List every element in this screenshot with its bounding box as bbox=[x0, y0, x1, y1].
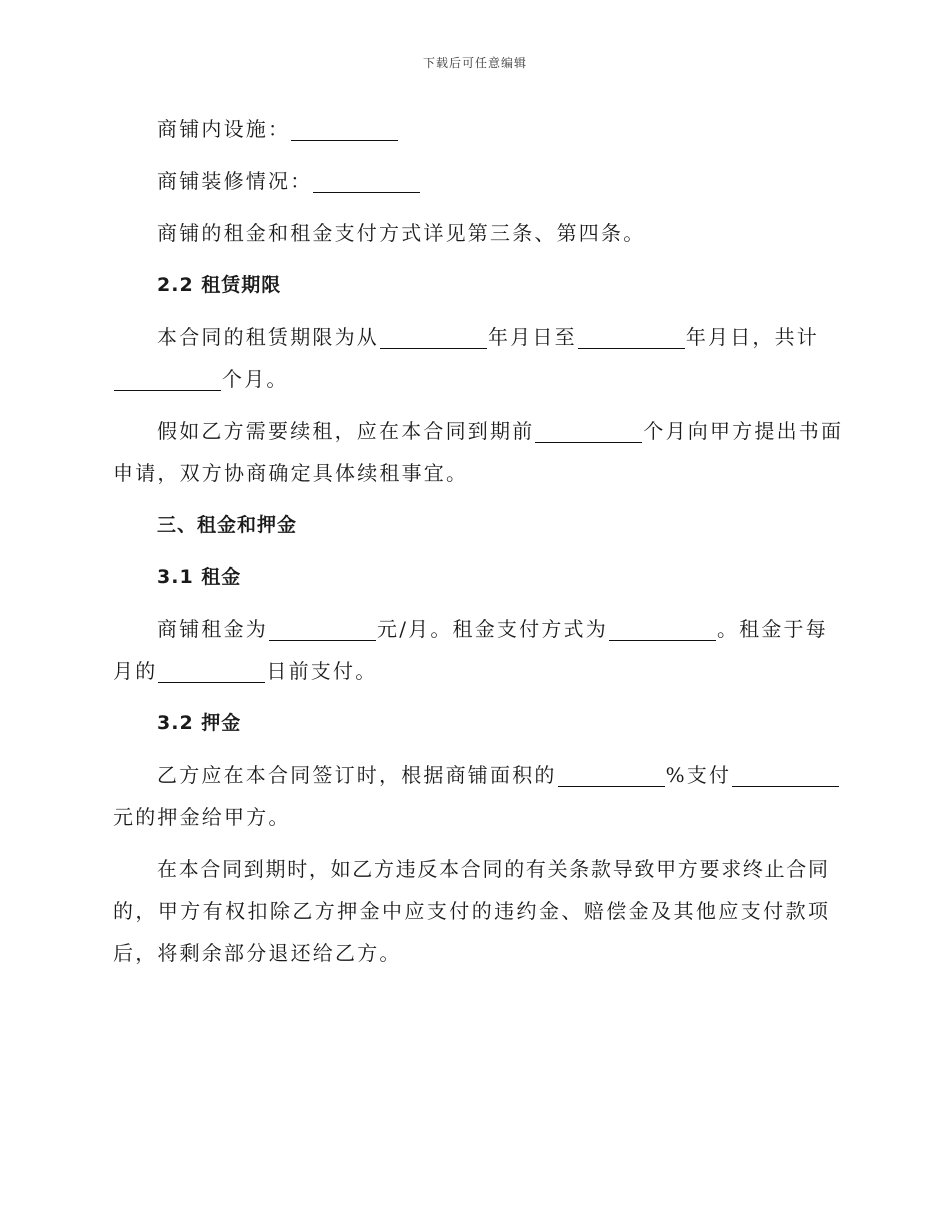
rent-reference-line: 商铺的租金和租金支付方式详见第三条、第四条。 bbox=[157, 221, 646, 245]
section-heading-3: 三、租金和押金 bbox=[157, 514, 298, 536]
lease-term-text-a: 本合同的租赁期限为从 bbox=[157, 325, 379, 349]
renovation-label: 商铺装修情况： bbox=[157, 169, 313, 193]
renovation-line bbox=[113, 160, 828, 202]
rent-line-1 bbox=[113, 608, 828, 650]
lease-term-line-1 bbox=[113, 316, 828, 358]
rent-text-a: 商铺租金为 bbox=[157, 617, 268, 641]
renewal-text-b: 个月向甲方提出书面 bbox=[643, 419, 844, 443]
rent-line-2 bbox=[113, 650, 828, 692]
rent-amount-blank bbox=[269, 620, 376, 641]
deposit-line-1 bbox=[113, 754, 828, 796]
document-body bbox=[113, 108, 844, 974]
deposit-text-b: %支付 bbox=[665, 763, 732, 787]
lease-term-line-2 bbox=[113, 358, 828, 400]
renewal-months-blank bbox=[535, 422, 642, 443]
renewal-text-a: 假如乙方需要续租，应在本合同到期前 bbox=[157, 419, 535, 443]
section-heading-2-2: 2.2 租赁期限 bbox=[157, 274, 282, 296]
facilities-blank bbox=[291, 120, 398, 141]
facilities-line bbox=[113, 108, 828, 150]
termination-line-2: 的，甲方有权扣除乙方押金中应支付的违约金、赔偿金及其他应支付款项 bbox=[113, 899, 828, 923]
renewal-line-1 bbox=[113, 410, 844, 452]
facilities-label: 商铺内设施： bbox=[157, 117, 291, 141]
rent-text-b: 元/月。租金支付方式为 bbox=[377, 617, 608, 641]
termination-line-1: 在本合同到期时，如乙方违反本合同的有关条款导致甲方要求终止合同 bbox=[157, 857, 828, 881]
lease-end-blank bbox=[578, 328, 685, 349]
section-heading-3-2: 3.2 押金 bbox=[157, 712, 242, 734]
section-heading-3-1: 3.1 租金 bbox=[157, 566, 242, 588]
deposit-percent-blank bbox=[558, 766, 665, 787]
renewal-line-2: 申请，双方协商确定具体续租事宜。 bbox=[113, 461, 469, 485]
rent-method-blank bbox=[609, 620, 716, 641]
lease-term-text-c: 年月日，共计 bbox=[685, 325, 820, 349]
renovation-blank bbox=[313, 172, 420, 193]
deposit-amount-blank bbox=[732, 766, 839, 787]
lease-start-blank bbox=[380, 328, 487, 349]
lease-term-text-d: 个月。 bbox=[222, 367, 289, 391]
rent-text-e: 日前支付。 bbox=[266, 659, 378, 683]
rent-day-blank bbox=[158, 662, 265, 683]
deposit-text-a: 乙方应在本合同签订时，根据商铺面积的 bbox=[157, 763, 557, 787]
rent-text-c: 。租金于每 bbox=[716, 617, 828, 641]
deposit-line-2: 元的押金给甲方。 bbox=[113, 805, 291, 829]
page-header: 下载后可任意编辑 bbox=[422, 56, 527, 70]
lease-term-text-b: 年月日至 bbox=[488, 325, 577, 349]
lease-months-blank bbox=[114, 370, 221, 391]
rent-text-d: 月的 bbox=[113, 659, 158, 683]
termination-line-3: 后，将剩余部分退还给乙方。 bbox=[113, 941, 402, 965]
